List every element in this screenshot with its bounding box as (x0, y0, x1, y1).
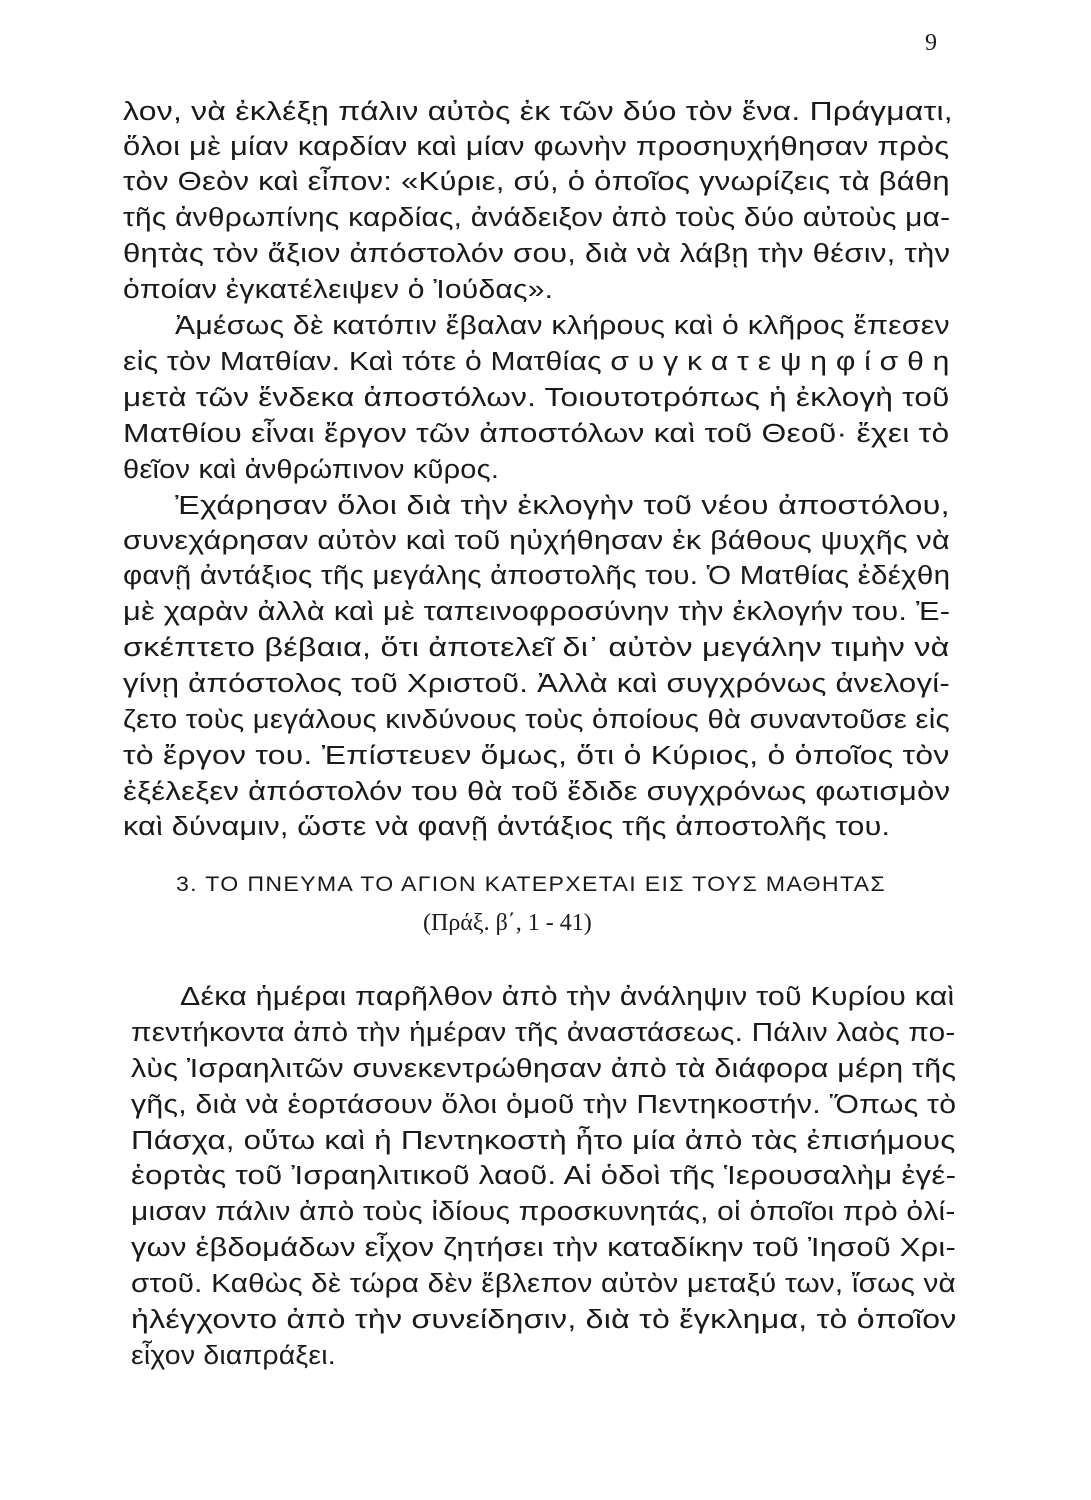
text-line: εἰς τὸν Ματθίαν. Καὶ τότε ὁ Ματθίας σ υ γ κ α τ ε ψ η φ ί σ θ η (123, 348, 950, 376)
text-line: καὶ δύναμιν, ὥστε νὰ φανῇ ἀντάξιος τῆς ἀποστολῆς του. (123, 813, 891, 841)
text-line: γῆς, διὰ νὰ ἑορτάσουν ὅλοι ὁμοῦ τὴν Πεντηκοστήν. Ὅπως τὸ (131, 1091, 957, 1119)
text-line: φανῇ ἀντάξιος τῆς μεγάλης ἀποστολῆς του. Ὁ Ματθίας ἐδέχθη (123, 562, 951, 590)
text-line: πεντήκοντα ἀπὸ τὴν ἡμέραν τῆς ἀναστάσεως. Πάλιν λαὸς πο- (131, 1019, 956, 1047)
text-line: Ἐχάρησαν ὅλοι διὰ τὴν ἐκλογὴν τοῦ νέου ἀποστόλου, (175, 492, 950, 520)
text-line: ἑορτὰς τοῦ Ἰσραηλιτικοῦ λαοῦ. Αἱ ὁδοὶ τῆς Ἱερουσαλὴμ ἐγέ- (131, 1162, 957, 1190)
text-line: Ματθίου εἶναι ἔργον τῶν ἀποστόλων καὶ τοῦ Θεοῦ· ἔχει τὸ (123, 420, 950, 448)
text-line: Ἀμέσως δὲ κατόπιν ἔβαλαν κλήρους καὶ ὁ κλῆρος ἔπεσεν (175, 312, 950, 340)
text-line: γίνῃ ἀπόστολος τοῦ Χριστοῦ. Ἀλλὰ καὶ συγχρόνως ἀνελογί- (123, 670, 951, 698)
text-line: θεῖον καὶ ἀνθρώπινον κῦρος. (123, 456, 500, 484)
text-line: ζετο τοὺς μεγάλους κινδύνους τοὺς ὁποίους θὰ συναντοῦσε εἰς (123, 706, 950, 734)
page-number: 9 (925, 30, 937, 56)
text-line: τὸν Θεὸν καὶ εἶπον: «Κύριε, σύ, ὁ ὁποῖος γνωρίζεις τὰ βάθη (123, 168, 950, 196)
text-line: Πάσχα, οὕτω καὶ ἡ Πεντηκοστὴ ἦτο μία ἀπὸ τὰς ἐπισήμους (131, 1127, 956, 1155)
text-line: σκέπτετο βέβαια, ὅτι ἀποτελεῖ δι᾽ αὐτὸν μεγάλην τιμὴν νὰ (123, 634, 950, 662)
text-line: ἠλέγχοντο ἀπὸ τὴν συνείδησιν, διὰ τὸ ἔγκλημα, τὸ ὁποῖον (131, 1306, 957, 1334)
text-line: θητὰς τὸν ἄξιον ἀπόστολόν σου, διὰ νὰ λάβῃ τὴν θέσιν, τὴν (123, 240, 951, 268)
text-line: ὅλοι μὲ μίαν καρδίαν καὶ μίαν φωνὴν προσηυχήθησαν πρὸς (123, 133, 950, 161)
text-line: μὲ χαρὰν ἀλλὰ καὶ μὲ ταπεινοφροσύνην τὴν ἐκλογήν του. Ἐ- (123, 598, 951, 626)
section-reference: (Πράξ. β΄, 1 - 41) (423, 910, 592, 936)
text-line: λὺς Ἰσραηλιτῶν συνεκεντρώθησαν ἀπὸ τὰ διάφορα μέρη τῆς (131, 1055, 957, 1083)
text-line: εἶχον διαπράξει. (131, 1342, 336, 1370)
text-line: τῆς ἀνθρωπίνης καρδίας, ἀνάδειξον ἀπὸ τοὺς δύο αὐτοὺς μα- (123, 204, 951, 232)
text-line: τὸ ἔργον του. Ἐπίστευεν ὅμως, ὅτι ὁ Κύριος, ὁ ὁποῖος τὸν (123, 742, 950, 770)
text-line: λον, νὰ ἐκλέξῃ πάλιν αὐτὸς ἐκ τῶν δύο τὸν ἕνα. Πράγματι, (123, 98, 953, 126)
section-heading: 3. ΤΟ ΠΝΕΥΜΑ ΤΟ ΑΓΙΟΝ ΚΑΤΕΡΧΕΤΑΙ ΕΙΣ ΤΟΥΣ ΜΑΘΗΤΑΣ (176, 873, 887, 896)
text-line: γων ἑβδομάδων εἶχον ζητήσει τὴν καταδίκην τοῦ Ἰησοῦ Χρι- (131, 1234, 956, 1262)
text-line: στοῦ. Καθὼς δὲ τώρα δὲν ἔβλεπον αὐτὸν μεταξύ των, ἴσως νὰ (131, 1270, 956, 1298)
text-line: μετὰ τῶν ἕνδεκα ἀποστόλων. Τοιουτοτρόπως ἡ ἐκλογὴ τοῦ (123, 384, 950, 412)
text-line: ἐξέλεξεν ἀπόστολόν του θὰ τοῦ ἔδιδε συγχρόνως φωτισμὸν (123, 778, 951, 806)
text-line: συνεχάρησαν αὐτὸν καὶ τοῦ ηὐχήθησαν ἐκ βάθους ψυχῆς νὰ (123, 527, 950, 555)
text-line: ὁποίαν ἐγκατέλειψεν ὁ Ἰούδας». (123, 276, 554, 304)
text-line: μισαν πάλιν ἀπὸ τοὺς ἰδίους προσκυνητάς, οἱ ὁποῖοι πρὸ ὀλί- (131, 1198, 956, 1226)
text-line: Δέκα ἡμέραι παρῆλθον ἀπὸ τὴν ἀνάληψιν τοῦ Κυρίου καὶ (180, 983, 955, 1011)
